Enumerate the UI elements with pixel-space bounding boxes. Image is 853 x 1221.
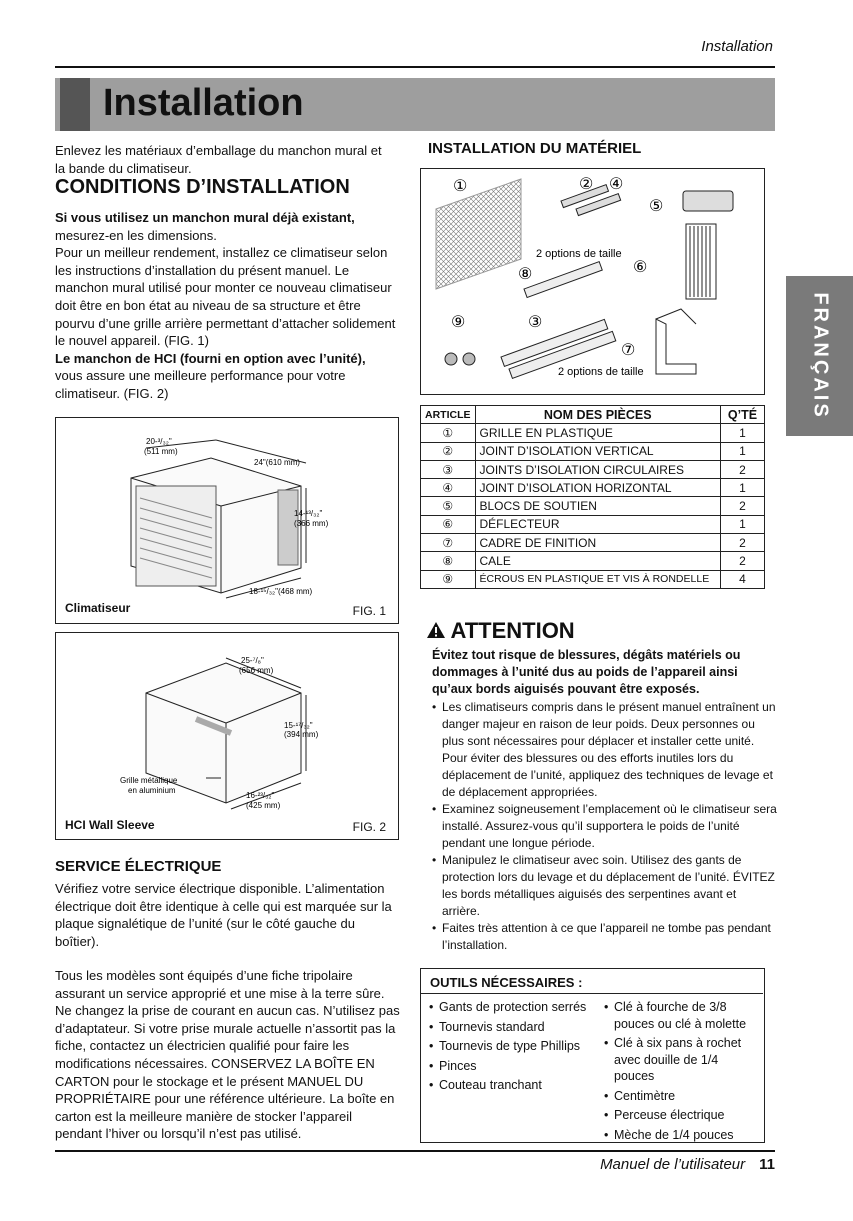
callout-5: ⑤ [649, 198, 664, 215]
attention-bullet-2: • Examinez soigneusement l’emplacement où le climatiseur sera installé. Assurez-vous qu’il supportera le poids de l’unité pendant une longue période. [432, 801, 777, 852]
attention-bullet-3: • Manipulez le climatiseur avec soin. Utilisez des gants de protection lors du levage et du déplacement de l’unité. ÉVITEZ les bords métalliques aiguisés des serpentines avant et arrière. [432, 852, 777, 920]
tool-item: • Clé à fourche de 3/8 pouces ou clé à molette [604, 999, 759, 1032]
warning-icon [426, 621, 446, 639]
manual-name: Manuel de l’utilisateur [600, 1156, 746, 1173]
conditions-para-2: Pour un meilleur rendement, installez ce climatiseur selon les instructions d’installation du présent manuel. Le manchon mural utilisé pour monter ce nouveau climatiseur doit être en bon état au niveau de sa structure et être pourvu d’une grille arrière permettant d’attacher solidement le nouvel appareil. (FIG. 1) [55, 245, 396, 349]
callout-6: ⑥ [633, 259, 648, 276]
page-title: Installation [103, 82, 304, 124]
material-figure [420, 168, 765, 395]
fig2-dim-width-mm: (425 mm) [246, 801, 281, 810]
fig1-dim-width-mm: (511 mm) [144, 447, 178, 456]
row-qty: 1 [721, 479, 765, 497]
row-qty: 2 [721, 552, 765, 570]
language-tab [786, 276, 853, 436]
callout-8: ⑧ [518, 266, 533, 283]
tool-item: • Pinces [429, 1058, 589, 1075]
size-options-1: 2 options de taille [536, 248, 622, 260]
callout-2: ② [579, 176, 594, 193]
row-num: ⑦ [421, 534, 476, 552]
fig1-label: Climatiseur [65, 601, 131, 615]
row-name: GRILLE EN PLASTIQUE [475, 424, 721, 442]
fig1-dim-height: 14-¹³/₃₂" [294, 509, 323, 518]
callout-1: ① [453, 178, 468, 195]
fig2-number: FIG. 2 [352, 820, 386, 834]
conditions-body [55, 209, 403, 403]
tool-item: • Clé à six pans à rochet avec douille de 1/4 pouces [604, 1035, 759, 1085]
table-row [421, 479, 765, 497]
intro-text: Enlevez les matériaux d’emballage du manchon mural et la bande du climatiseur. [55, 143, 382, 176]
row-name: JOINT D’ISOLATION VERTICAL [475, 442, 721, 460]
callout-4: ④ [609, 176, 624, 193]
row-num: ⑧ [421, 552, 476, 570]
fig2-dim-width: 16-²³/₃₂" [246, 791, 275, 800]
fig2-dim-height-mm: (394 mm) [284, 730, 319, 739]
tool-item: • Tournevis standard [429, 1019, 589, 1036]
row-name: CADRE DE FINITION [475, 534, 721, 552]
fig2-dim-depth: 25-⁷/₈" [241, 656, 264, 665]
row-num: ④ [421, 479, 476, 497]
table-row [421, 442, 765, 460]
row-num: ② [421, 442, 476, 460]
figure-1 [55, 417, 399, 624]
table-row [421, 570, 765, 588]
parts-table-header [421, 406, 765, 424]
language-tab-label: FRANÇAIS [809, 292, 831, 420]
row-name: BLOCS DE SOUTIEN [475, 497, 721, 515]
row-num: ⑥ [421, 515, 476, 533]
row-qty: 2 [721, 460, 765, 478]
tools-divider [421, 993, 763, 994]
attention-bullet-4: • Faites très attention à ce que l’appareil ne tombe pas pendant l’installation. [432, 920, 777, 954]
fig2-grille-label-1: Grille métallique [120, 776, 178, 785]
conditions-para-3: vous assure une meilleure performance pour votre climatiseur. (FIG. 2) [55, 368, 346, 401]
tool-item: • Couteau tranchant [429, 1077, 589, 1094]
footer-rule [55, 1150, 775, 1152]
callout-7: ⑦ [621, 342, 636, 359]
banner-accent [60, 78, 90, 131]
tool-item: • Mèche de 1/4 pouces [604, 1127, 759, 1144]
fig1-dim-depth: 24"(610 mm) [254, 458, 300, 467]
fig1-number: FIG. 1 [352, 604, 386, 618]
row-qty: 2 [721, 497, 765, 515]
attention-bullet-1: • Les climatiseurs compris dans le présent manuel entraînent un danger majeur en raison de leur poids. Deux personnes ou plus sont nécessaires pour déplacer et installer cette unité. Pour éviter des blessures ou des efforts inutiles lors du déplacement de l’unité, appliquez des techniques de levage et de déplacement appropriées. [432, 699, 777, 801]
page-number: 11 [759, 1156, 775, 1173]
table-row [421, 460, 765, 478]
tool-item: • Centimètre [604, 1088, 759, 1105]
row-name: ÉCROUS EN PLASTIQUE ET VIS À RONDELLE [475, 570, 721, 588]
fig2-label: HCI Wall Sleeve [65, 818, 155, 832]
tool-item: • Perceuse électrique [604, 1107, 759, 1124]
running-header: Installation [701, 38, 773, 55]
conditions-bold-1: Si vous utilisez un manchon mural déjà existant, [55, 210, 355, 225]
row-name: JOINTS D’ISOLATION CIRCULAIRES [475, 460, 721, 478]
row-num: ⑨ [421, 570, 476, 588]
size-options-2: 2 options de taille [558, 366, 644, 378]
row-name: CALE [475, 552, 721, 570]
row-qty: 1 [721, 424, 765, 442]
tool-item: • Tournevis de type Phillips [429, 1038, 589, 1055]
attention-body [432, 647, 777, 954]
callout-3: ③ [528, 314, 543, 331]
row-name: DÉFLECTEUR [475, 515, 721, 533]
figure-2 [55, 632, 399, 840]
header-rule [55, 66, 775, 68]
fig1-dim-width: 20-³/₃₂" [146, 437, 172, 446]
tools-box [420, 968, 765, 1143]
fig1-dim-height-mm: (366 mm) [294, 519, 329, 528]
conditions-para-1: mesurez-en les dimensions. [55, 227, 217, 243]
material-title: INSTALLATION DU MATÉRIEL [428, 140, 642, 157]
col-article: ARTICLE [421, 406, 476, 424]
attention-title: ATTENTION [450, 618, 575, 643]
table-row [421, 552, 765, 570]
fig2-grille-label-2: en aluminium [128, 786, 176, 795]
col-name: NOM DES PIÈCES [475, 406, 721, 424]
callout-9: ⑨ [451, 314, 466, 331]
attention-heading [426, 618, 575, 644]
table-row [421, 515, 765, 533]
fig1-dim-bottom: 18-¹⁵/₃₂"(468 mm) [249, 587, 313, 596]
service-para-1: Vérifiez votre service électrique disponible. L’alimentation électrique doit être identique à celle qui est marquée sur la plaque signalétique de l’unité (sur le côté gauche du boîtier). [55, 881, 392, 949]
row-qty: 1 [721, 442, 765, 460]
table-row [421, 497, 765, 515]
service-title: SERVICE ÉLECTRIQUE [55, 858, 222, 875]
wall-sleeve-drawing [56, 633, 397, 838]
tools-title: OUTILS NÉCESSAIRES : [430, 975, 583, 990]
col-qty: Q’TÉ [721, 406, 765, 424]
table-row [421, 424, 765, 442]
row-num: ⑤ [421, 497, 476, 515]
fig2-dim-height: 15-¹⁷/₃₂" [284, 721, 313, 730]
fig2-dim-depth-mm: (656 mm) [239, 666, 274, 675]
row-qty: 1 [721, 515, 765, 533]
conditions-title: CONDITIONS D’INSTALLATION [55, 176, 350, 198]
page-footer [600, 1156, 775, 1173]
tools-column-1 [429, 999, 589, 1094]
air-conditioner-drawing [56, 418, 397, 622]
attention-intro: Évitez tout risque de blessures, dégâts matériels ou dommages à l’unité dus au poids de l’appareil ainsi qu’aux bords aiguisés pouvant être exposés. [432, 648, 741, 696]
table-row [421, 534, 765, 552]
parts-table [420, 405, 765, 589]
service-para-2: Tous les modèles sont équipés d’une fiche tripolaire assurant un service approprié et une mise à la terre sûre. Ne changez la prise de courant en aucun cas. N’utilisez pas d’adaptateur. Si votre prise murale actuelle n’assortit pas la fiche, contactez un électricien qualifié pour faire les modifications nécessaires. CONSERVEZ LA BOÎTE EN CARTON pour le stockage et le présent MANUEL DU PROPRIÉTAIRE pour une référence ultérieure. La boîte en carton est la meilleure manière de stocker l’appareil pendant l’hiver ou lorsqu’il n’est pas utilisé. [55, 968, 400, 1142]
row-name: JOINT D’ISOLATION HORIZONTAL [475, 479, 721, 497]
row-num: ① [421, 424, 476, 442]
tools-column-2 [604, 999, 759, 1143]
tool-item: • Gants de protection serrés [429, 999, 589, 1016]
parts-drawing [421, 169, 763, 393]
row-qty: 4 [721, 570, 765, 588]
row-num: ③ [421, 460, 476, 478]
conditions-bold-2: Le manchon de HCI (fourni en option avec l’unité), [55, 350, 366, 366]
row-qty: 2 [721, 534, 765, 552]
